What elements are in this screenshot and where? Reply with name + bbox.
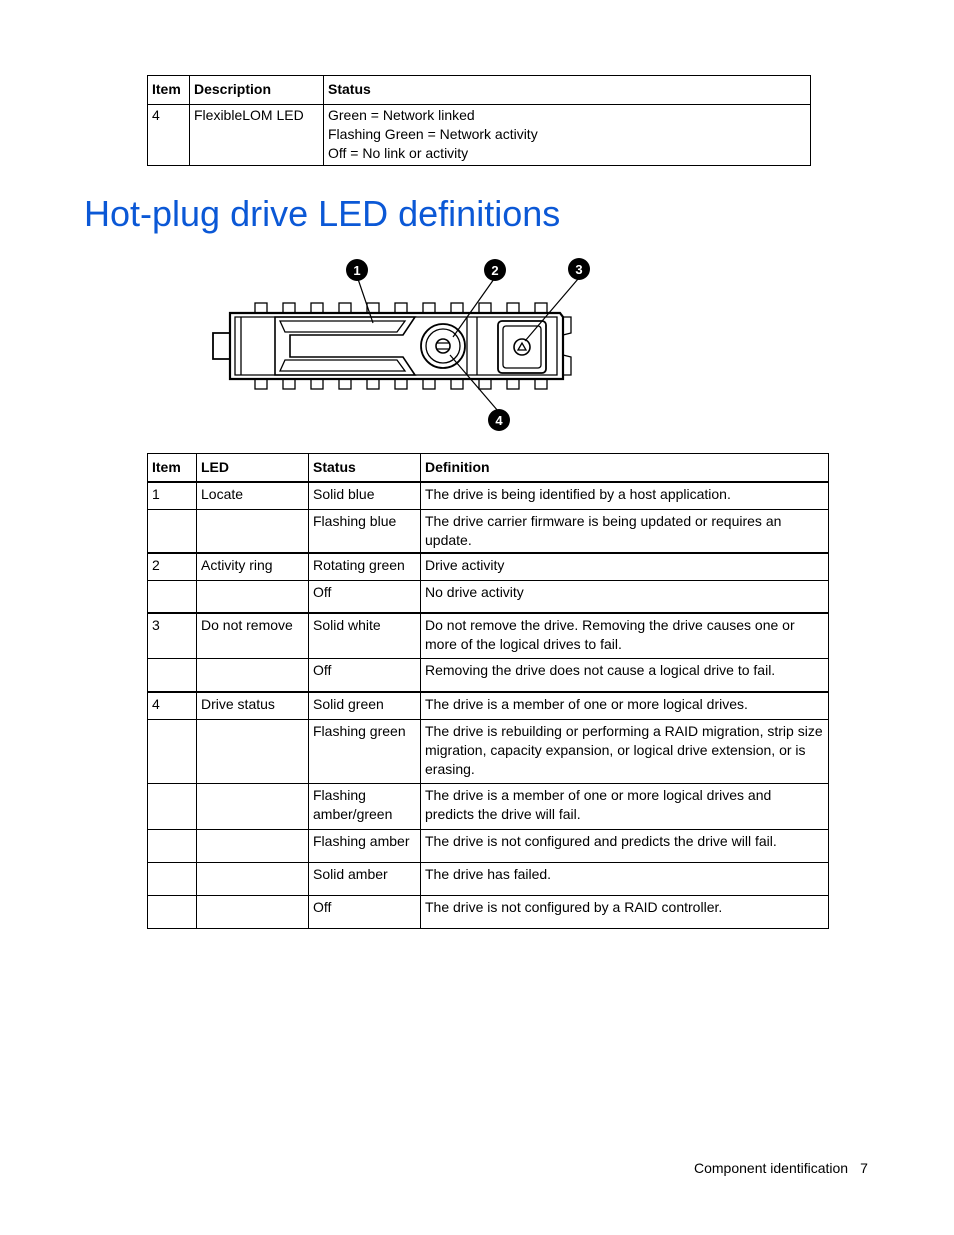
cell-led bbox=[197, 720, 309, 784]
callout-2 bbox=[484, 259, 506, 281]
cell-status: Off bbox=[309, 659, 421, 693]
header-item: Item bbox=[148, 454, 197, 483]
cell-item bbox=[148, 659, 197, 693]
cell-item bbox=[148, 784, 197, 830]
header-description: Description bbox=[190, 76, 324, 105]
status-line: Flashing Green = Network activity bbox=[328, 126, 538, 142]
hot-plug-drive-figure bbox=[205, 255, 590, 435]
cell-definition: The drive is a member of one or more logical drives and predicts the drive will fail. bbox=[421, 784, 829, 830]
cell-definition: The drive is not configured by a RAID controller. bbox=[421, 896, 829, 929]
callout-1-label: 1 bbox=[353, 263, 361, 278]
cell-definition: The drive is a member of one or more logical drives. bbox=[421, 692, 829, 720]
header-item: Item bbox=[148, 76, 190, 105]
footer-section: Component identification bbox=[694, 1160, 849, 1176]
cell-led bbox=[197, 863, 309, 896]
callout-3 bbox=[568, 258, 590, 280]
table-header-row bbox=[148, 454, 829, 483]
header-led: LED bbox=[197, 454, 309, 483]
cell-definition: The drive carrier firmware is being updated or requires an update. bbox=[421, 510, 829, 554]
table-row bbox=[148, 784, 829, 830]
cell-item bbox=[148, 510, 197, 554]
cell-led bbox=[197, 581, 309, 614]
cell-status bbox=[324, 105, 811, 166]
table-row bbox=[148, 659, 829, 693]
cell-item bbox=[148, 896, 197, 929]
header-status: Status bbox=[324, 76, 811, 105]
cell-definition: The drive is being identified by a host application. bbox=[421, 482, 829, 510]
do-not-remove-button bbox=[498, 321, 546, 373]
led-table-body bbox=[148, 482, 829, 929]
table-row bbox=[148, 581, 829, 614]
table-row bbox=[148, 613, 829, 659]
header-definition: Definition bbox=[421, 454, 829, 483]
cell-definition: The drive is rebuilding or performing a RAID migration, strip size migration, capacity expansion, or logical drive extension, or is erasing. bbox=[421, 720, 829, 784]
cell-status: Flashing amber bbox=[309, 830, 421, 863]
cell-status: Rotating green bbox=[309, 553, 421, 581]
cell-item bbox=[148, 581, 197, 614]
table-row bbox=[148, 553, 829, 581]
cell-led: Activity ring bbox=[197, 553, 309, 581]
cell-led bbox=[197, 830, 309, 863]
carrier-body bbox=[230, 313, 563, 379]
cell-item: 4 bbox=[148, 692, 197, 720]
table-header-row bbox=[148, 76, 811, 105]
cell-led bbox=[197, 896, 309, 929]
table-row bbox=[148, 863, 829, 896]
cell-status: Solid blue bbox=[309, 482, 421, 510]
callout-4-label: 4 bbox=[495, 413, 503, 428]
cell-definition: Removing the drive does not cause a logical drive to fail. bbox=[421, 659, 829, 693]
status-line: Off = No link or activity bbox=[328, 145, 469, 161]
table-row bbox=[148, 105, 811, 166]
cell-status: Off bbox=[309, 581, 421, 614]
cell-definition: The drive has failed. bbox=[421, 863, 829, 896]
cell-definition: No drive activity bbox=[421, 581, 829, 614]
cell-led bbox=[197, 659, 309, 693]
cell-definition: Drive activity bbox=[421, 553, 829, 581]
cell-definition: The drive is not configured and predicts the drive will fail. bbox=[421, 830, 829, 863]
table-row bbox=[148, 896, 829, 929]
table-row bbox=[148, 510, 829, 554]
cell-led bbox=[197, 510, 309, 554]
activity-ring bbox=[421, 324, 465, 368]
cell-led: Drive status bbox=[197, 692, 309, 720]
cell-status: Solid green bbox=[309, 692, 421, 720]
drive-status-led bbox=[436, 339, 450, 353]
cell-item: 1 bbox=[148, 482, 197, 510]
callout-1 bbox=[346, 259, 368, 281]
cell-status: Solid amber bbox=[309, 863, 421, 896]
page-title: Hot-plug drive LED definitions bbox=[84, 193, 561, 234]
flexiblelom-table bbox=[147, 75, 811, 166]
header-status: Status bbox=[309, 454, 421, 483]
cell-item bbox=[148, 720, 197, 784]
page-footer bbox=[694, 1158, 868, 1178]
cell-item: 4 bbox=[148, 105, 190, 166]
cell-led: Do not remove bbox=[197, 613, 309, 659]
led-definitions-table bbox=[147, 453, 829, 929]
cell-led bbox=[197, 784, 309, 830]
cell-status: Flashing amber/green bbox=[309, 784, 421, 830]
table-row bbox=[148, 830, 829, 863]
cell-definition: Do not remove the drive. Removing the drive causes one or more of the logical drives to fail. bbox=[421, 613, 829, 659]
page-number: 7 bbox=[860, 1160, 868, 1176]
cell-status: Off bbox=[309, 896, 421, 929]
cell-status: Solid white bbox=[309, 613, 421, 659]
cell-item bbox=[148, 830, 197, 863]
callout-2-label: 2 bbox=[491, 263, 499, 278]
cell-item: 3 bbox=[148, 613, 197, 659]
callout-leaders bbox=[358, 279, 578, 411]
table-row bbox=[148, 720, 829, 784]
table-row bbox=[148, 482, 829, 510]
callout-3-label: 3 bbox=[575, 262, 583, 277]
cell-status: Flashing green bbox=[309, 720, 421, 784]
release-lever bbox=[275, 317, 415, 375]
cell-led: Locate bbox=[197, 482, 309, 510]
cell-status: Flashing blue bbox=[309, 510, 421, 554]
status-line: Green = Network linked bbox=[328, 107, 475, 123]
cell-description: FlexibleLOM LED bbox=[190, 105, 324, 166]
callout-4 bbox=[488, 409, 510, 431]
cell-item bbox=[148, 863, 197, 896]
cell-item: 2 bbox=[148, 553, 197, 581]
table-row bbox=[148, 692, 829, 720]
